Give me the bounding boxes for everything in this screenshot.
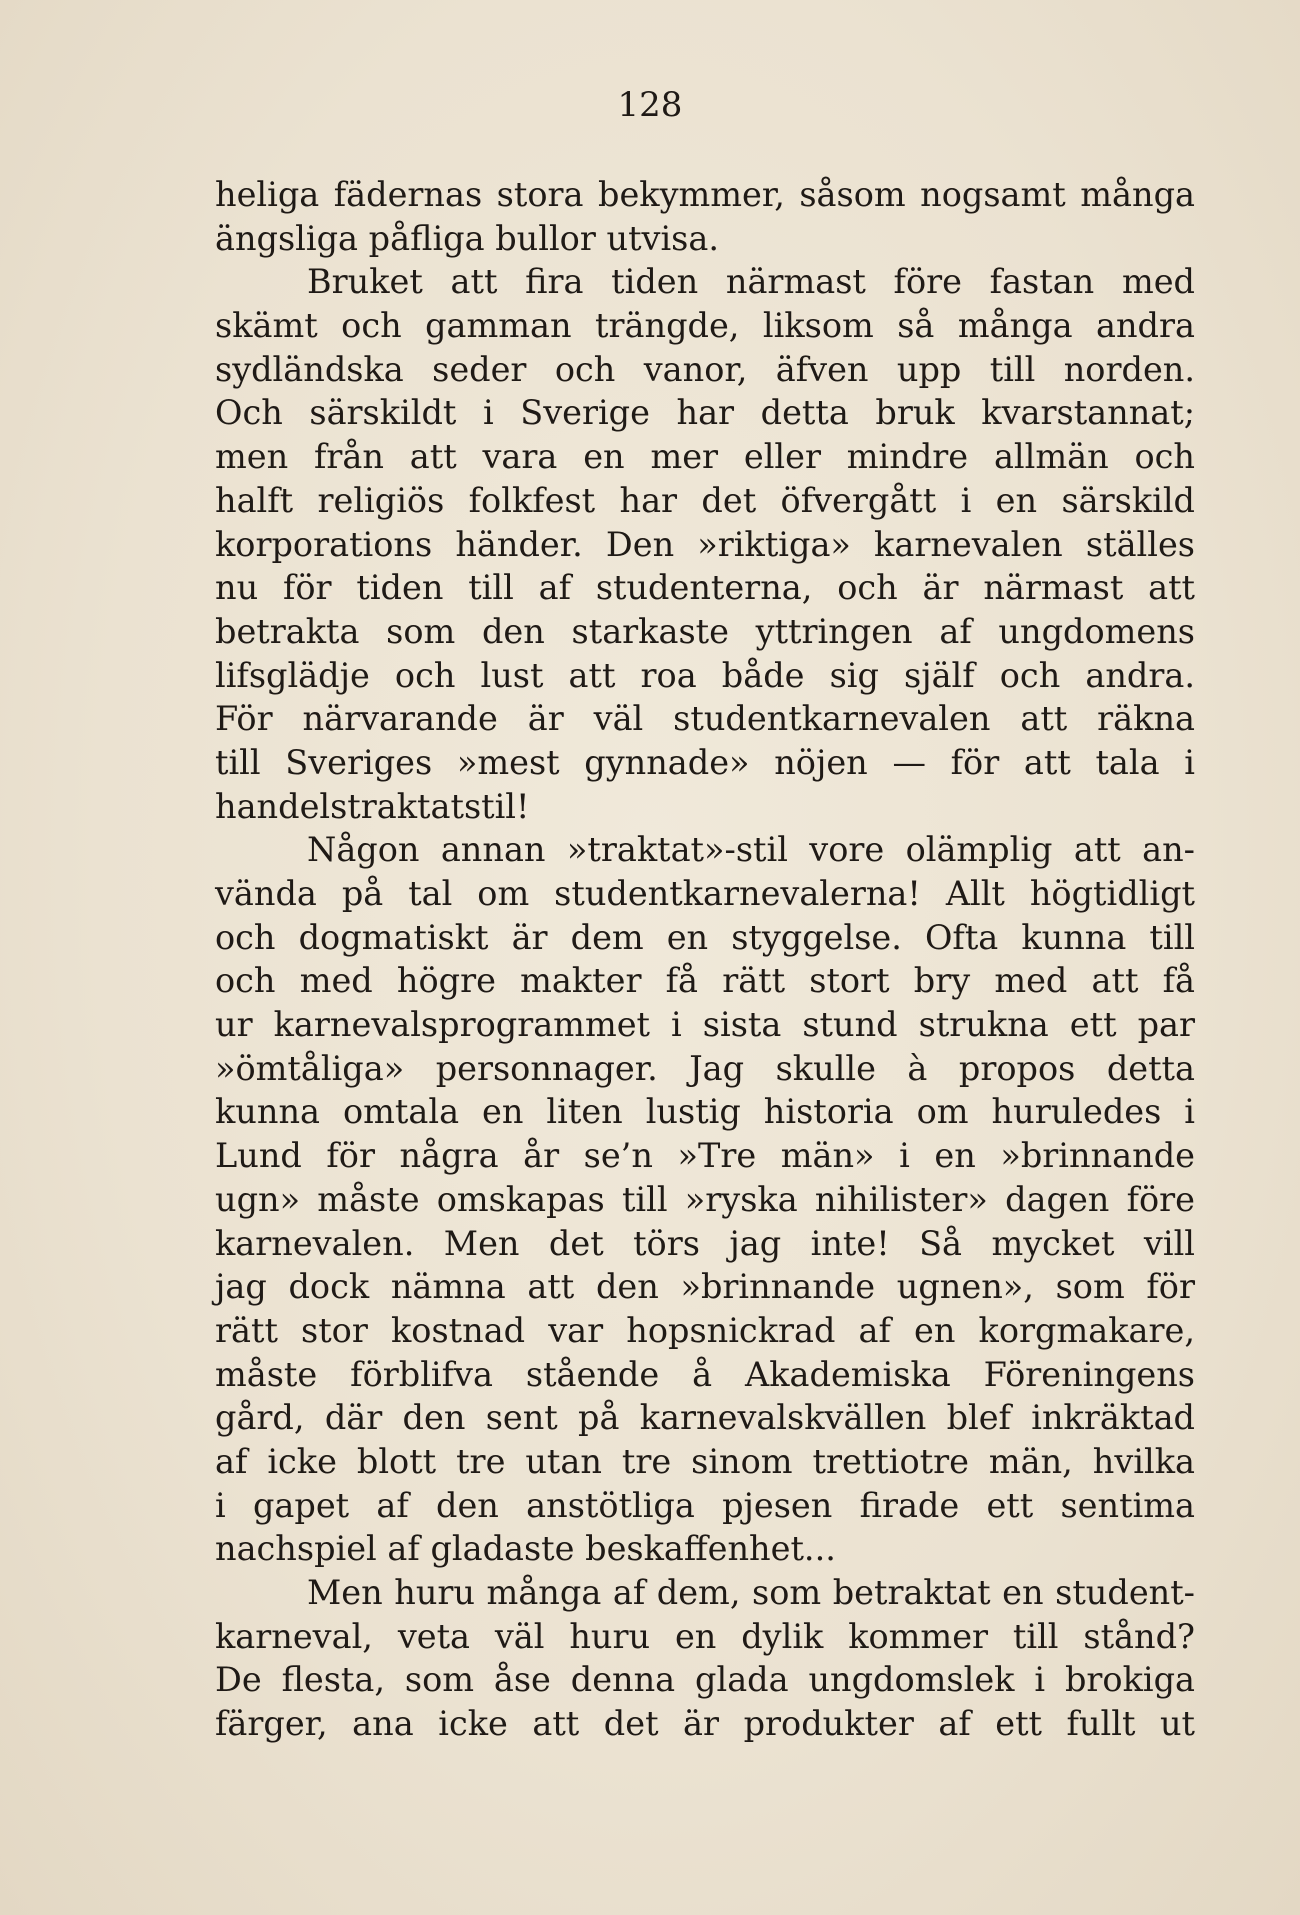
text-line: rätt stor kostnad var hopsnickrad af en korgmakare, <box>215 1310 1195 1350</box>
text-line: i gapet af den anstötliga pjesen firade ett sentima <box>215 1485 1195 1525</box>
text-line: jag dock nämna att den »brinnande ugnen», som för <box>215 1267 1195 1307</box>
text-line: vända på tal om studentkarnevalerna! Allt högtidligt <box>215 874 1195 913</box>
text-line: Någon annan »traktat»-stil vore olämplig att an- <box>307 830 1195 870</box>
text-line: färger, ana icke att det är produkter af ett fullt ut <box>215 1704 1195 1744</box>
text-line: betrakta som den starkaste yttringen af ungdomens <box>215 611 1195 651</box>
text-line: och med högre makter få rätt stort bry med att få <box>215 961 1195 1001</box>
text-line: korporations händer. Den »riktiga» karnevalen ställes <box>215 524 1195 564</box>
page-number: 128 <box>617 85 683 125</box>
text-line: Och särskildt i Sverige har detta bruk kvarstannat; <box>215 393 1195 433</box>
text-line: nu för tiden till af studenterna, och är närmast att <box>215 568 1195 608</box>
text-line: kunna omtala en liten lustig historia om huruledes i <box>215 1092 1195 1132</box>
text-line: ängsliga påfliga bullor utvisa. <box>215 218 719 258</box>
text-line: karnevalen. Men det törs jag inte! Så mycket vill <box>215 1223 1195 1263</box>
text-line: Lund för några år se’n »Tre män» i en »brinnande <box>215 1136 1195 1176</box>
text-line: Men huru många af dem, som betraktat en student- <box>307 1573 1195 1612</box>
text-line: För närvarande är väl studentkarnevalen att räkna <box>215 699 1195 739</box>
text-line: »ömtåliga» personnager. Jag skulle à propos detta <box>215 1048 1195 1088</box>
text-line: ugn» måste omskapas till »ryska nihilister» dagen före <box>215 1179 1195 1219</box>
text-line: sydländska seder och vanor, äfven upp till norden. <box>215 349 1195 389</box>
text-line: nachspiel af gladaste beskaffenhet... <box>215 1529 836 1569</box>
text-line: gård, där den sent på karnevalskvällen blef inkräktad <box>215 1398 1195 1438</box>
text-line: af icke blott tre utan tre sinom trettiotre män, hvilka <box>215 1441 1195 1481</box>
text-line: handelstraktatstil! <box>215 786 530 826</box>
text-line: heliga fädernas stora bekymmer, såsom nogsamt många <box>215 175 1195 214</box>
text-line: ur karnevalsprogrammet i sista stund strukna ett par <box>215 1005 1195 1045</box>
text-line: halft religiös folkfest har det öfvergått i en särskild <box>215 480 1195 520</box>
text-line: och dogmatiskt är dem en styggelse. Ofta kunna till <box>215 917 1195 957</box>
text-line: men från att vara en mer eller mindre allmän och <box>215 437 1195 477</box>
text-line: skämt och gamman trängde, liksom så många andra <box>215 306 1195 346</box>
text-line: Bruket att fira tiden närmast före fastan med <box>307 262 1195 302</box>
text-line: De flesta, som åse denna glada ungdomslek i brokiga <box>215 1660 1195 1700</box>
text-line: måste förblifva stående å Akademiska Föreningens <box>215 1354 1195 1394</box>
text-line: till Sveriges »mest gynnade» nöjen — för att tala i <box>215 742 1195 782</box>
body-text <box>215 173 1195 1746</box>
text-line: lifsglädje och lust att roa både sig själf och andra. <box>215 655 1195 695</box>
text-line: karneval, veta väl huru en dylik kommer till stånd? <box>215 1616 1195 1656</box>
